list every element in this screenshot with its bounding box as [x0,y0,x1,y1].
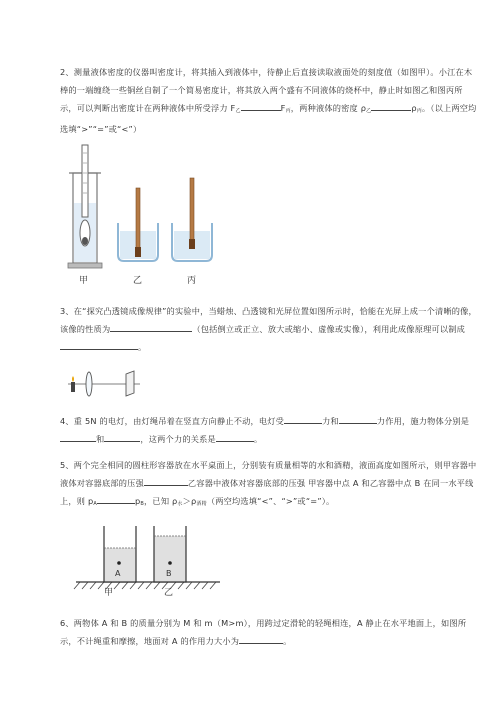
q5-sub: B [140,501,145,507]
answer-blank[interactable] [239,633,283,644]
point-b-marker [168,561,172,565]
screen-icon [126,371,134,396]
answer-blank[interactable] [60,339,138,350]
q3-text: 3、在“探究凸透镜成像规律”的实验中，当蜡烛、凸透镜和光屏位置如图所示时，恰能在光屏上成一个清晰的像，该像的性质为 [60,306,477,334]
answer-blank[interactable] [241,100,281,111]
q5-text: ＞ρ [182,496,197,506]
q4-text: ，这两个力的关系是 [140,434,216,444]
answer-blank[interactable] [339,413,377,424]
question-5 [60,456,478,513]
answer-blank[interactable] [97,493,135,504]
q4-text: 和 [96,434,105,444]
q2-text: ，两种液体的密度 ρ [290,103,367,113]
q6-text: 。 [283,636,292,646]
answer-blank[interactable] [104,431,140,442]
q5-text: 乙容器中液体对容器底部的压强 甲容器中点 A 和乙容器中点 B 在同一水平线上，则 p [60,478,474,506]
q6-text: 6、两物体 A 和 B 的质量分别为 M 和 m（M>m），用跨过定滑轮的轻绳相连，A 静止在水平地面上，如图所示，不计绳重和摩擦，地面对 A 的作用力大小为 [60,618,467,646]
convex-lens-icon [86,372,92,396]
q2-text: 2、测量液体密度的仪器叫密度计，将其插入到液体中，待静止后直接读取液面处的刻度值（如图甲）。小江在木棒的一端缠绕一些铜丝自制了一个简易密度计，将其放入两个盛有不同液体的烧杯中，静止时如图乙和图丙所示，可以判断出密度计在两种液体中所受浮力 F [60,67,473,113]
point-a-marker [117,561,121,565]
figure-label-yi: 乙 [133,276,143,286]
q5-sub: 酒精 [196,501,207,507]
point-a-label: A [115,569,121,578]
question-3 [60,302,478,356]
hydrometer-figure [60,143,225,290]
question-2 [60,63,478,138]
question-4 [60,412,478,448]
q2-text: ρ [411,103,417,113]
container-jia [104,526,136,582]
q5-sub: A [93,501,97,507]
q4-text: 力和 [322,416,339,426]
candle-icon [71,382,75,392]
q2-text: F [280,103,286,113]
q3-text: （包括倒立或正立、放大或缩小、虚像或实像），利用此成像原理可以制成 [192,324,466,334]
question-6 [60,614,478,650]
q5-text: p [135,496,141,506]
q2-sub: 丙 [285,108,291,114]
lens-figure [66,368,146,398]
q4-text: 力作用，施力物体分别是 [376,416,470,426]
container-yi [154,526,186,582]
q5-sub: 水 [177,501,183,507]
q5-text: ，已知 ρ [144,496,178,506]
q2-text: 。（以上两空均选填“>”“=”或“<”） [60,103,477,134]
figure-label-jia: 甲 [104,588,114,598]
cylinder-jia [68,145,102,268]
q2-sub: 丙 [416,108,422,114]
answer-blank[interactable] [60,431,96,442]
figure-label-yi: 乙 [164,588,174,598]
q3-text: 。 [138,342,147,352]
beaker-bing [172,178,212,261]
q2-sub: 乙 [366,108,372,114]
containers-figure [72,522,232,598]
answer-blank[interactable] [144,475,188,486]
q4-text: 。 [253,434,263,444]
answer-blank[interactable] [110,321,192,332]
q5-text: 5、两个完全相同的圆柱形容器放在水平桌面上，分别装有质量相等的水和酒精，液面高度如图所示，则甲容器中液体对容器底部的压强 [60,460,477,488]
q2-sub: 乙 [235,108,241,114]
point-b-label: B [166,569,172,578]
q5-text: （两空均选填“<”、“>”或“=”）。 [206,496,335,506]
answer-blank[interactable] [284,413,322,424]
answer-blank[interactable] [216,431,254,442]
figure-label-bing: 丙 [187,276,197,286]
answer-blank[interactable] [371,100,411,111]
beaker-yi [118,188,158,261]
figure-label-jia: 甲 [79,276,89,286]
q4-text: 4、重 5N 的电灯，由灯绳吊着在竖直方向静止不动，电灯受 [60,416,285,426]
